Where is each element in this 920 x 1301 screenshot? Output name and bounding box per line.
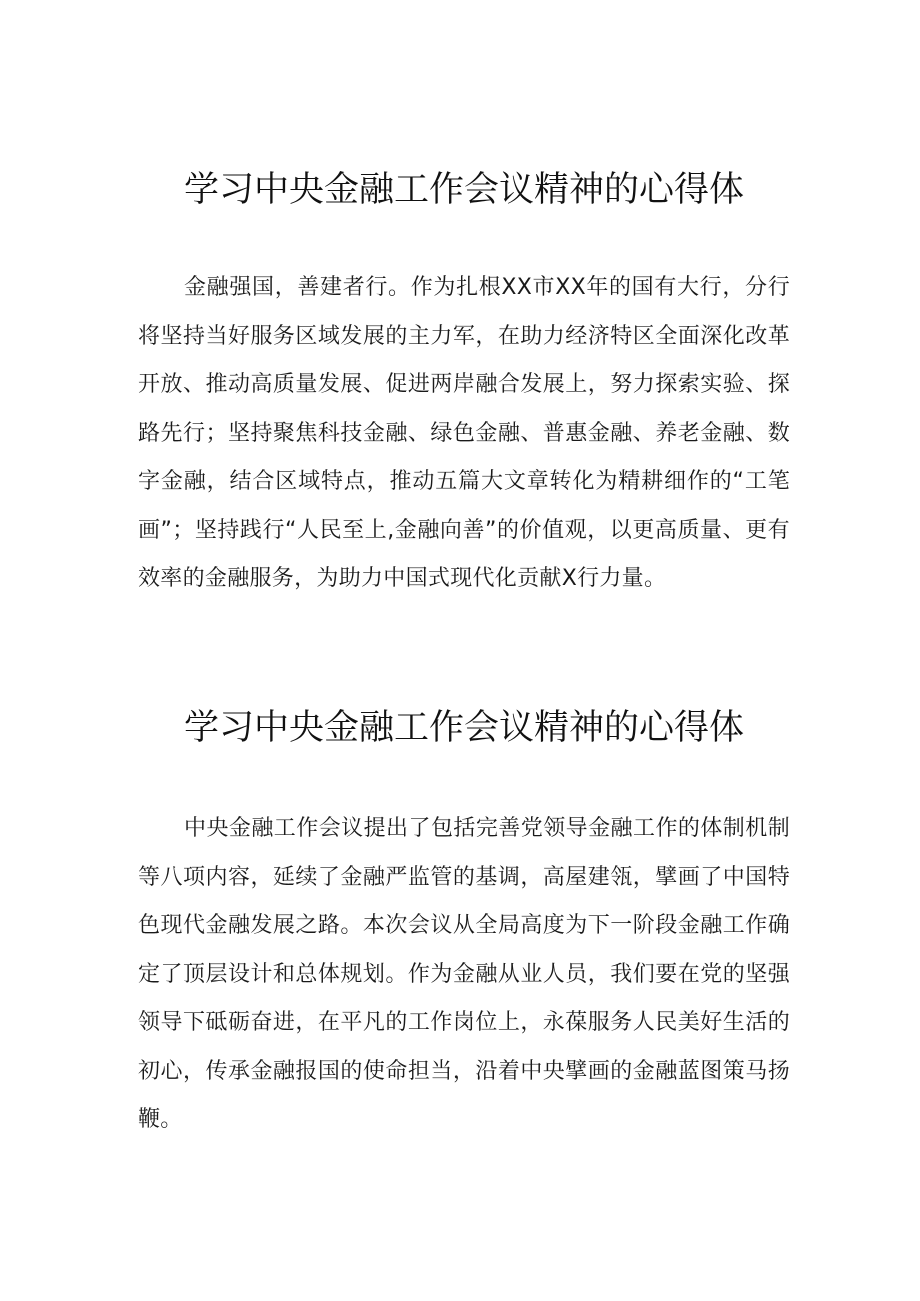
section-title-1: 学习中央金融工作会议精神的心得体 <box>183 170 744 210</box>
essay-section-1 <box>138 168 790 604</box>
section-paragraph-2: 中央金融工作会议提出了包括完善党领导金融工作的体制机制等八项内容，延续了金融严监管的基调，高屋建瓴，擘画了中国特色现代金融发展之路。本次会议从全局高度为下一阶段金融工作确定了顶层设计和总体规划。作为金融从业人员，我们要在党的坚强领导下砥砺奋进，在平凡的工作岗位上，永葆服务人民美好生活的初心，传承金融报国的使命担当，沿着中央擘画的金融蓝图策马扬鞭。 <box>138 816 790 1132</box>
section-paragraph-1: 金融强国，善建者行。作为扎根XX市XX年的国有大行，分行将坚持当好服务区域发展的主力军，在助力经济特区全面深化改革开放、推动高质量发展、促进两岸融合发展上，努力探索实验、探路先行；坚持聚焦科技金融、绿色金融、普惠金融、养老金融、数字金融，结合区域特点，推动五篇大文章转化为精耕细作的“工笔画”；坚持践行“人民至上,金融向善”的价值观，以更高质量、更有效率的金融服务，为助力中国式现代化贡献X行力量。 <box>138 275 790 591</box>
essay-section-2 <box>138 706 790 1145</box>
section-title-2: 学习中央金融工作会议精神的心得体 <box>183 708 744 748</box>
